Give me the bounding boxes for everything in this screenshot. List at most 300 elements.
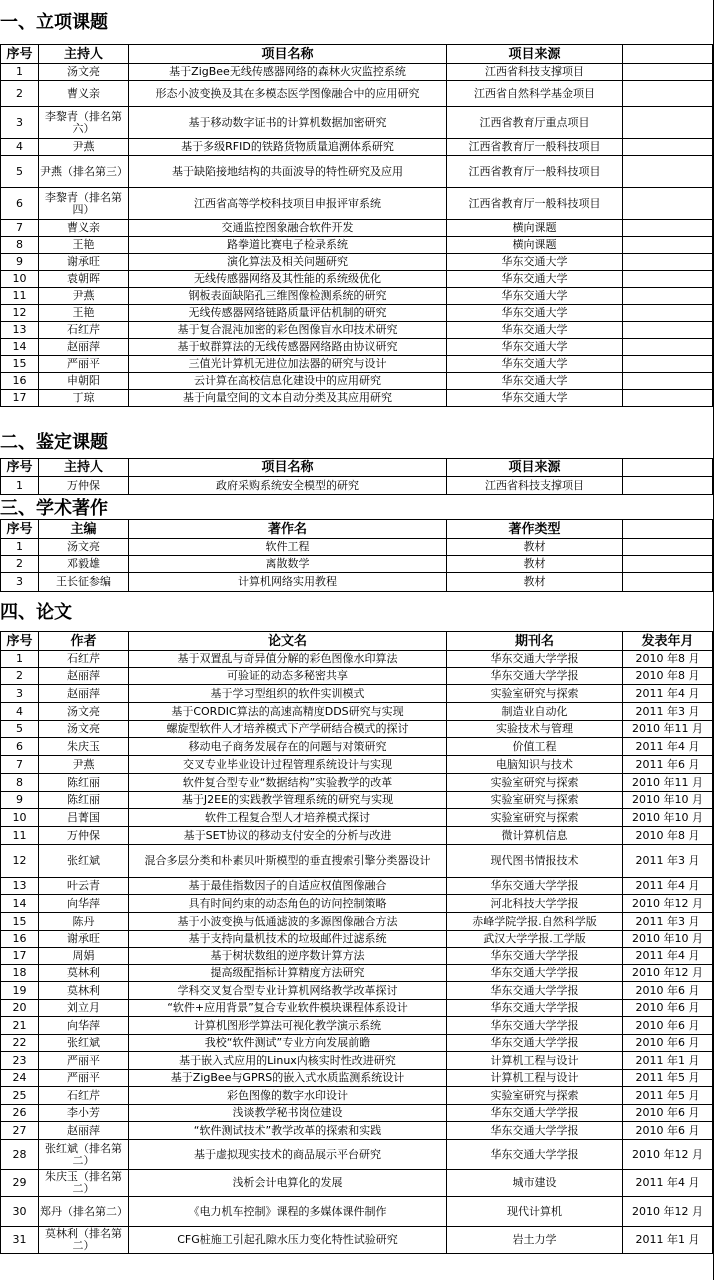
table-header-row (1, 45, 713, 64)
table-row (1, 774, 713, 792)
table-row (1, 685, 713, 703)
table-cell: 钢板表面缺陷孔三维图像检测系统的研究 (129, 288, 447, 305)
table-projects-approved (0, 44, 713, 407)
column-header: 序号 (1, 632, 39, 651)
table-row (1, 948, 713, 965)
table-cell: 实验室研究与探索 (447, 1087, 623, 1105)
table-cell: 4 (1, 703, 39, 721)
table-row (1, 556, 713, 573)
table-cell: 移动电子商务发展存在的问题与对策研究 (129, 738, 447, 756)
table-row (1, 982, 713, 1000)
table-cell: 陈红丽 (39, 792, 129, 809)
table-cell: 政府采购系统安全模型的研究 (129, 477, 447, 495)
table-cell: 尹燕 (39, 139, 129, 156)
table-cell: 汤文亮 (39, 539, 129, 556)
table-cell: 计算机网络实用教程 (129, 573, 447, 592)
table-cell: 华东交通大学学报 (447, 1017, 623, 1035)
table-row (1, 1122, 713, 1140)
table-cell: 5 (1, 721, 39, 738)
table-row (1, 668, 713, 685)
table-cell: 计算机工程与设计 (447, 1070, 623, 1087)
table-cell: 横向课题 (447, 237, 623, 254)
table-row (1, 721, 713, 738)
table-cell: 15 (1, 913, 39, 931)
table-cell: 2010 年12 月 (623, 1197, 713, 1227)
table-cell: 实验室研究与探索 (447, 792, 623, 809)
table-cell: 9 (1, 254, 39, 271)
table-cell: 可验证的动态多秘密共享 (129, 668, 447, 685)
table-cell: 7 (1, 220, 39, 237)
table-cell (623, 156, 713, 188)
table-cell: 基于嵌入式应用的Linux内核实时性改进研究 (129, 1052, 447, 1070)
table-row (1, 237, 713, 254)
table-cell: 28 (1, 1140, 39, 1170)
table-cell: 软件工程复合型人才培养模式探讨 (129, 809, 447, 827)
table-cell: 20 (1, 1000, 39, 1017)
table-cell: 华东交通大学学报 (447, 948, 623, 965)
table-cell: 三值光计算机无进位加法器的研究与设计 (129, 356, 447, 373)
table-cell: 谢承旺 (39, 254, 129, 271)
table-cell: 12 (1, 845, 39, 878)
table-cell: 2010 年10 月 (623, 931, 713, 948)
table-cell: 华东交通大学学报 (447, 651, 623, 668)
table-cell: 基于学习型组织的软件实训模式 (129, 685, 447, 703)
table-cell: 莫林利（排名第二） (39, 1227, 129, 1254)
table-row (1, 1070, 713, 1087)
table-cell (623, 305, 713, 322)
table-row (1, 305, 713, 322)
table-cell: 朱庆玉（排名第二） (39, 1170, 129, 1197)
table-cell: 电脑知识与技术 (447, 756, 623, 774)
table-cell: 2010 年12 月 (623, 965, 713, 982)
table-cell: 14 (1, 339, 39, 356)
table-cell: 基于J2EE的实践教学管理系统的研究与实现 (129, 792, 447, 809)
table-cell: 刘立月 (39, 1000, 129, 1017)
table-cell: 陈丹 (39, 913, 129, 931)
table-cell: 教材 (447, 539, 623, 556)
table-row (1, 1035, 713, 1052)
section-title-academic-works: 三、学术著作 (0, 498, 108, 519)
table-cell: 华东交通大学 (447, 288, 623, 305)
table-cell: 华东交通大学 (447, 305, 623, 322)
table-cell: 实验技术与管理 (447, 721, 623, 738)
table-cell: 基于蚁群算法的无线传感器网络路由协议研究 (129, 339, 447, 356)
section-title-projects-appraised: 二、鉴定课题 (0, 432, 108, 453)
table-cell: 4 (1, 139, 39, 156)
table-cell (623, 220, 713, 237)
table-header-row (1, 520, 713, 539)
table-cell: 31 (1, 1227, 39, 1254)
table-row (1, 188, 713, 220)
section-title-papers: 四、论文 (0, 602, 72, 623)
table-row (1, 1170, 713, 1197)
table-cell: 基于缺陷接地结构的共面波导的特性研究及应用 (129, 156, 447, 188)
table-cell: 1 (1, 64, 39, 81)
table-cell: 谢承旺 (39, 931, 129, 948)
table-cell: 2011 年4 月 (623, 878, 713, 895)
table-papers (0, 631, 713, 1254)
table-cell: 11 (1, 288, 39, 305)
table-cell: 10 (1, 271, 39, 288)
column-header: 项目名称 (129, 459, 447, 477)
table-row (1, 1227, 713, 1254)
table-cell: 27 (1, 1122, 39, 1140)
table-cell: 2011 年4 月 (623, 948, 713, 965)
table-cell: 计算机图形学算法可视化教学演示系统 (129, 1017, 447, 1035)
table-cell: 汤文亮 (39, 64, 129, 81)
table-cell: 14 (1, 895, 39, 913)
table-cell: 学科交叉复合型专业计算机网络教学改革探讨 (129, 982, 447, 1000)
table-cell: 2010 年11 月 (623, 721, 713, 738)
table-cell: 基于SET协议的移动支付安全的分析与改进 (129, 827, 447, 845)
table-cell: 3 (1, 685, 39, 703)
table-cell: 2011 年3 月 (623, 703, 713, 721)
table-cell: 7 (1, 756, 39, 774)
table-cell: 形态小波变换及其在多模态医学图像融合中的应用研究 (129, 81, 447, 107)
table-cell: 基于小波变换与低通滤波的多源图像融合方法 (129, 913, 447, 931)
table-cell: 实验室研究与探索 (447, 685, 623, 703)
table-cell: 2010 年8 月 (623, 651, 713, 668)
table-cell: 2010 年6 月 (623, 1035, 713, 1052)
table-cell (623, 81, 713, 107)
column-header: 著作名 (129, 520, 447, 539)
table-cell: 尹燕（排名第三） (39, 156, 129, 188)
table-cell: 向华萍 (39, 1017, 129, 1035)
table-cell: 3 (1, 107, 39, 139)
table-cell: 郑丹（排名第二） (39, 1197, 129, 1227)
table-row (1, 339, 713, 356)
table-row (1, 1087, 713, 1105)
table-cell: 价值工程 (447, 738, 623, 756)
table-row (1, 139, 713, 156)
table-cell: 张红斌 (39, 845, 129, 878)
table-cell: 《电力机车控制》课程的多媒体课件制作 (129, 1197, 447, 1227)
table-cell: 基于移动数字证书的计算机数据加密研究 (129, 107, 447, 139)
table-row (1, 703, 713, 721)
table-cell: 11 (1, 827, 39, 845)
table-cell: 吕菁国 (39, 809, 129, 827)
table-cell (623, 390, 713, 407)
table-cell: 汤文亮 (39, 721, 129, 738)
table-cell: 13 (1, 322, 39, 339)
column-header: 作者 (39, 632, 129, 651)
table-cell (623, 373, 713, 390)
table-row (1, 356, 713, 373)
table-cell: 2010 年6 月 (623, 1017, 713, 1035)
table-cell: 基于最佳指数因子的自适应权值图像融合 (129, 878, 447, 895)
table-cell: 29 (1, 1170, 39, 1197)
table-row (1, 81, 713, 107)
table-cell: 2010 年6 月 (623, 982, 713, 1000)
table-cell: 提高级配指标计算精度方法研究 (129, 965, 447, 982)
table-cell: 华东交通大学 (447, 271, 623, 288)
table-cell: 2010 年10 月 (623, 792, 713, 809)
table-row (1, 322, 713, 339)
table-cell: 2011 年4 月 (623, 738, 713, 756)
table-cell (623, 188, 713, 220)
table-row (1, 271, 713, 288)
table-cell: 2011 年5 月 (623, 1070, 713, 1087)
table-cell: 2011 年4 月 (623, 685, 713, 703)
table-row (1, 477, 713, 495)
table-cell: 无线传感器网络及其性能的系统级优化 (129, 271, 447, 288)
table-cell: 基于树状数组的逆序数计算方法 (129, 948, 447, 965)
table-cell: 华东交通大学学报 (447, 1122, 623, 1140)
table-cell: 30 (1, 1197, 39, 1227)
table-cell: 2010 年6 月 (623, 1105, 713, 1122)
column-header: 项目来源 (447, 45, 623, 64)
table-cell: 基于向量空间的文本自动分类及其应用研究 (129, 390, 447, 407)
column-header: 主持人 (39, 45, 129, 64)
table-cell: 2011 年3 月 (623, 845, 713, 878)
table-cell: 武汉大学学报.工学版 (447, 931, 623, 948)
table-cell: 邓毅雄 (39, 556, 129, 573)
table-cell (623, 107, 713, 139)
table-header-row (1, 459, 713, 477)
table-row (1, 1017, 713, 1035)
table-cell (623, 64, 713, 81)
table-cell: 赤峰学院学报.自然科学版 (447, 913, 623, 931)
table-cell: 基于CORDIC算法的高速高精度DDS研究与实现 (129, 703, 447, 721)
table-cell: 22 (1, 1035, 39, 1052)
table-row (1, 913, 713, 931)
table-cell: 华东交通大学学报 (447, 878, 623, 895)
table-cell: “软件+应用背景”复合专业软件模块课程体系设计 (129, 1000, 447, 1017)
table-row (1, 539, 713, 556)
table-cell: 混合多层分类和朴素贝叶斯模型的垂直搜索引擎分类器设计 (129, 845, 447, 878)
table-cell: 25 (1, 1087, 39, 1105)
table-cell: 基于多级RFID的铁路货物质量追溯体系研究 (129, 139, 447, 156)
table-cell: 江西省教育厅一般科技项目 (447, 156, 623, 188)
table-cell: 华东交通大学学报 (447, 982, 623, 1000)
table-cell: 现代计算机 (447, 1197, 623, 1227)
table-row (1, 1197, 713, 1227)
table-cell: 尹燕 (39, 756, 129, 774)
table-cell: 彩色图像的数字水印设计 (129, 1087, 447, 1105)
column-header: 项目名称 (129, 45, 447, 64)
table-cell: 基于ZigBee无线传感器网络的森林火灾监控系统 (129, 64, 447, 81)
section-title-projects-approved: 一、立项课题 (0, 12, 108, 33)
column-header: 主编 (39, 520, 129, 539)
table-cell: 软件工程 (129, 539, 447, 556)
table-row (1, 1140, 713, 1170)
table-cell: 8 (1, 237, 39, 254)
table-cell: 2010 年6 月 (623, 1000, 713, 1017)
table-cell: 石红芹 (39, 651, 129, 668)
table-row (1, 845, 713, 878)
table-cell: 华东交通大学 (447, 390, 623, 407)
table-cell: “软件测试技术”教学改革的探索和实践 (129, 1122, 447, 1140)
table-cell: CFG桩施工引起孔隙水压力变化特性试验研究 (129, 1227, 447, 1254)
table-row (1, 1105, 713, 1122)
table-cell: 13 (1, 878, 39, 895)
table-row (1, 288, 713, 305)
table-cell: 15 (1, 356, 39, 373)
table-cell: 2011 年6 月 (623, 756, 713, 774)
table-cell: 2011 年1 月 (623, 1227, 713, 1254)
column-header: 期刊名 (447, 632, 623, 651)
table-cell: 2010 年10 月 (623, 809, 713, 827)
table-row (1, 931, 713, 948)
table-cell: 2011 年5 月 (623, 1087, 713, 1105)
table-cell: 华东交通大学 (447, 356, 623, 373)
column-header: 主持人 (39, 459, 129, 477)
table-cell: 2011 年3 月 (623, 913, 713, 931)
table-academic-works (0, 519, 713, 592)
table-cell (623, 356, 713, 373)
table-cell (623, 288, 713, 305)
table-cell: 具有时间约束的动态角色的访问控制策略 (129, 895, 447, 913)
column-header (623, 520, 713, 539)
table-cell: 李黎青（排名第四） (39, 188, 129, 220)
table-row (1, 156, 713, 188)
table-row (1, 373, 713, 390)
table-cell: 16 (1, 931, 39, 948)
table-cell: 张红斌（排名第二） (39, 1140, 129, 1170)
table-cell: 教材 (447, 573, 623, 592)
table-cell: 2010 年8 月 (623, 827, 713, 845)
column-header: 序号 (1, 520, 39, 539)
table-cell: 华东交通大学 (447, 322, 623, 339)
table-cell: 2010 年12 月 (623, 1140, 713, 1170)
table-cell: 离散数学 (129, 556, 447, 573)
table-cell: 24 (1, 1070, 39, 1087)
table-cell: 螺旋型软件人才培养模式下产学研结合模式的探讨 (129, 721, 447, 738)
table-cell: 1 (1, 651, 39, 668)
table-row (1, 792, 713, 809)
table-cell: 制造业自动化 (447, 703, 623, 721)
table-cell: 曹义亲 (39, 220, 129, 237)
table-cell: 12 (1, 305, 39, 322)
table-cell: 1 (1, 477, 39, 495)
table-cell (623, 322, 713, 339)
table-cell: 2 (1, 556, 39, 573)
table-cell: 城市建设 (447, 1170, 623, 1197)
table-cell: 万仲保 (39, 827, 129, 845)
table-cell: 华东交通大学 (447, 254, 623, 271)
table-cell: 2010 年11 月 (623, 774, 713, 792)
table-cell: 江西省科技支撑项目 (447, 477, 623, 495)
table-cell: 18 (1, 965, 39, 982)
table-cell: 软件复合型专业“数据结构”实验教学的改革 (129, 774, 447, 792)
table-cell: 基于支持向量机技术的垃圾邮件过滤系统 (129, 931, 447, 948)
table-cell: 华东交通大学学报 (447, 1035, 623, 1052)
column-header: 发表年月 (623, 632, 713, 651)
table-cell: 王长征参编 (39, 573, 129, 592)
table-cell: 江西省自然科学基金项目 (447, 81, 623, 107)
table-row (1, 573, 713, 592)
table-cell: 王艳 (39, 305, 129, 322)
table-row (1, 965, 713, 982)
table-cell (623, 339, 713, 356)
table-cell: 基于双置乱与奇异值分解的彩色图像水印算法 (129, 651, 447, 668)
table-cell: 向华萍 (39, 895, 129, 913)
table-row (1, 107, 713, 139)
table-cell: 江西省科技支撑项目 (447, 64, 623, 81)
table-cell: 8 (1, 774, 39, 792)
table-cell: 严丽平 (39, 1052, 129, 1070)
table-cell: 横向课题 (447, 220, 623, 237)
table-cell: 江西省教育厅一般科技项目 (447, 139, 623, 156)
column-header: 序号 (1, 45, 39, 64)
table-cell: 教材 (447, 556, 623, 573)
table-cell: 1 (1, 539, 39, 556)
table-cell: 赵丽萍 (39, 685, 129, 703)
table-cell: 李黎青（排名第六） (39, 107, 129, 139)
table-cell: 6 (1, 188, 39, 220)
table-cell: 赵丽萍 (39, 1122, 129, 1140)
table-cell: 万仲保 (39, 477, 129, 495)
table-cell: 17 (1, 390, 39, 407)
table-row (1, 220, 713, 237)
table-cell: 实验室研究与探索 (447, 774, 623, 792)
table-cell: 华东交通大学学报 (447, 1000, 623, 1017)
table-row (1, 809, 713, 827)
table-row (1, 390, 713, 407)
table-cell: 浅谈教学秘书岗位建设 (129, 1105, 447, 1122)
table-cell: 23 (1, 1052, 39, 1070)
table-cell: 王艳 (39, 237, 129, 254)
column-header: 序号 (1, 459, 39, 477)
table-cell: 丁琼 (39, 390, 129, 407)
table-cell: 河北科技大学学报 (447, 895, 623, 913)
table-cell: 交通监控图象融合软件开发 (129, 220, 447, 237)
table-cell: 尹燕 (39, 288, 129, 305)
table-cell: 6 (1, 738, 39, 756)
table-cell: 江西省教育厅重点项目 (447, 107, 623, 139)
table-cell: 2010 年12 月 (623, 895, 713, 913)
table-cell (623, 477, 713, 495)
table-cell: 16 (1, 373, 39, 390)
table-cell: 21 (1, 1017, 39, 1035)
table-cell: 实验室研究与探索 (447, 809, 623, 827)
table-cell: 华东交通大学学报 (447, 1105, 623, 1122)
column-header (623, 45, 713, 64)
table-cell: 我校“软件测试”专业方向发展前瞻 (129, 1035, 447, 1052)
table-cell: 陈红丽 (39, 774, 129, 792)
table-cell: 岩土力学 (447, 1227, 623, 1254)
table-cell: 申朝阳 (39, 373, 129, 390)
table-cell: 基于ZigBee与GPRS的嵌入式水质监测系统设计 (129, 1070, 447, 1087)
table-row (1, 1052, 713, 1070)
table-cell: 华东交通大学 (447, 373, 623, 390)
table-cell: 交叉专业毕业设计过程管理系统设计与实现 (129, 756, 447, 774)
table-cell (623, 139, 713, 156)
table-row (1, 254, 713, 271)
table-cell: 严丽平 (39, 1070, 129, 1087)
table-cell: 华东交通大学 (447, 339, 623, 356)
table-row (1, 878, 713, 895)
table-cell (623, 254, 713, 271)
table-cell: 华东交通大学学报 (447, 965, 623, 982)
table-projects-appraised (0, 458, 713, 495)
table-row (1, 738, 713, 756)
table-row (1, 1000, 713, 1017)
table-cell: 华东交通大学学报 (447, 1140, 623, 1170)
table-cell: 26 (1, 1105, 39, 1122)
table-cell: 莫林利 (39, 965, 129, 982)
table-cell: 路拳道比赛电子检录系统 (129, 237, 447, 254)
table-header-row (1, 632, 713, 651)
table-cell: 无线传感器网络链路质量评估机制的研究 (129, 305, 447, 322)
table-cell: 周娟 (39, 948, 129, 965)
table-cell (623, 573, 713, 592)
table-cell: 赵丽萍 (39, 339, 129, 356)
table-cell: 袁朝晖 (39, 271, 129, 288)
table-row (1, 756, 713, 774)
table-cell: 计算机工程与设计 (447, 1052, 623, 1070)
table-cell (623, 271, 713, 288)
